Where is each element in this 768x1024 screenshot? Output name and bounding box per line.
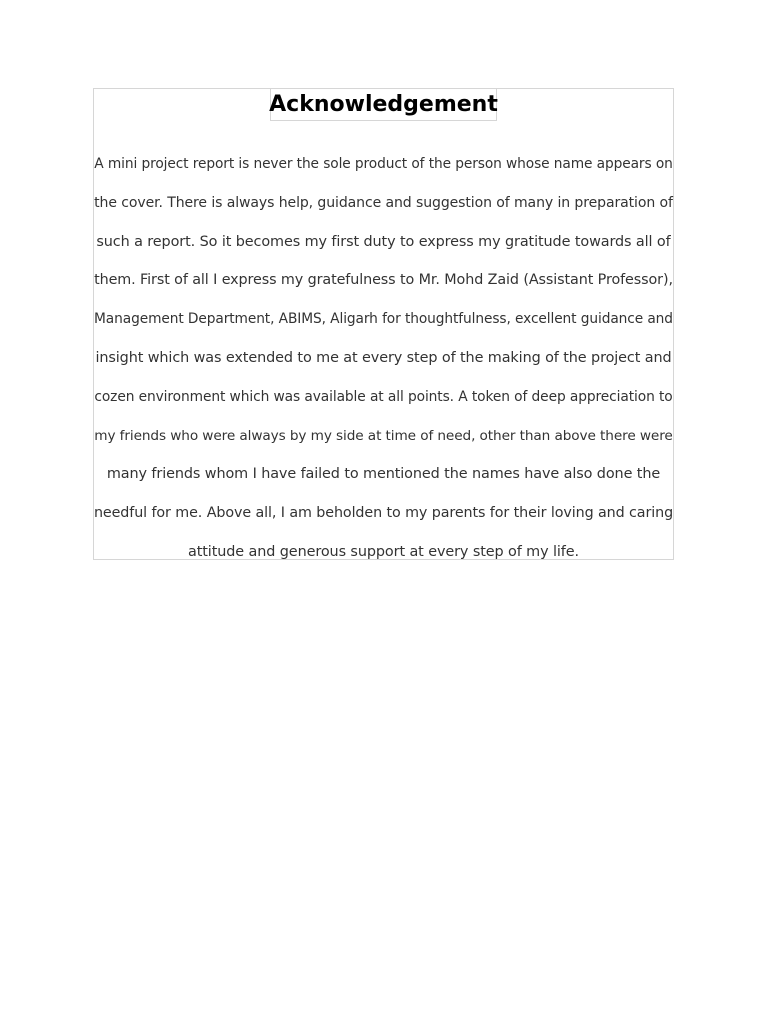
paragraph-line: attitude and generous support at every step of my life.: [188, 543, 579, 560]
page-title: Acknowledgement: [269, 92, 498, 117]
title-box: [270, 88, 497, 121]
paragraph-line: insight which was extended to me at every step of the making of the project and: [95, 349, 672, 366]
paragraph-line: the cover. There is always help, guidance and suggestion of many in preparation of: [94, 194, 673, 211]
paragraph-line: such a report. So it becomes my first duty to express my gratitude towards all of: [96, 233, 671, 250]
paragraph-line: my friends who were always by my side at time of need, other than above there were: [94, 427, 673, 444]
paragraph-line: them. First of all I express my gratefulness to Mr. Mohd Zaid (Assistant Professor),: [94, 272, 673, 289]
paragraph-line: A mini project report is never the sole product of the person whose name appears on: [94, 156, 673, 172]
paragraph-line: Management Department, ABIMS, Aligarh for thoughtfulness, excellent guidance and: [94, 311, 673, 328]
paragraph-line: cozen environment which was available at all points. A token of deep appreciation to: [94, 388, 673, 405]
paragraph-line: many friends whom I have failed to mentioned the names have also done the: [106, 466, 661, 483]
paragraph-line: needful for me. Above all, I am beholden to my parents for their loving and caring: [93, 505, 674, 522]
acknowledgement-paragraph: [93, 145, 674, 572]
